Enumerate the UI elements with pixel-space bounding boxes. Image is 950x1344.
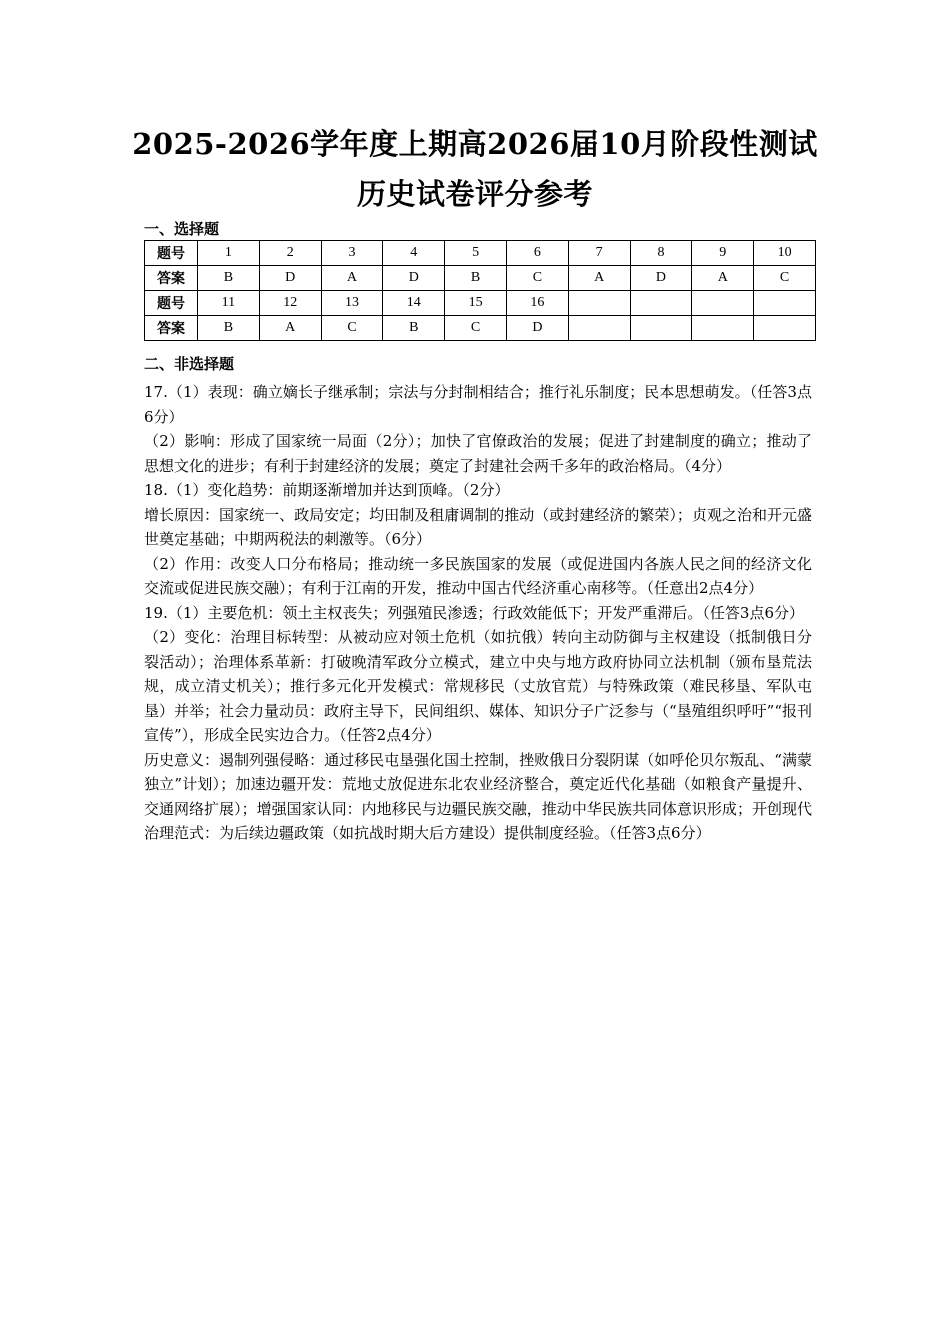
section-heading-nonchoice: 二、非选择题 [144,355,235,373]
question-number: 11 [198,291,260,316]
answer-cell: C [506,266,568,291]
row-label: 题号 [145,291,198,316]
empty-cell [754,316,816,341]
empty-cell [754,291,816,316]
answer-cell: C [321,316,383,341]
paragraph-18-2: （2）作用：改变人口分布格局；推动统一多民族国家的发展（或促进国内各族人民之间的经济文化交流或促进民族交融）；有利于江南的开发，推动中国古代经济重心南移等。（任意出2点4分） [144,554,812,597]
answer-table [144,240,816,341]
question-number: 3 [321,241,383,266]
empty-cell [692,316,754,341]
row-label: 题号 [145,241,198,266]
question-number: 4 [383,241,445,266]
answer-cell: D [383,266,445,291]
answer-cell: A [259,316,321,341]
empty-cell [568,291,630,316]
answer-cell: B [198,266,260,291]
doc-title: 2025-2026学年度上期高2026届10月阶段性测试 [132,127,818,161]
doc-subtitle: 历史试卷评分参考 [356,177,593,211]
answer-cell: C [754,266,816,291]
question-number: 15 [445,291,507,316]
paragraph-17-2: （2）影响：形成了国家统一局面（2分）；加快了官僚政治的发展；促进了封建制度的确立；推动了思想文化的进步；有利于封建经济的发展；奠定了封建社会两千多年的政治格局。（4分） [144,432,812,475]
answer-cell: D [506,316,568,341]
question-number: 5 [445,241,507,266]
empty-cell [568,316,630,341]
answer-row-2 [145,316,816,341]
question-number: 13 [321,291,383,316]
empty-cell [630,316,692,341]
paragraph-19-2: （2）变化：治理目标转型：从被动应对领土危机（如抗俄）转向主动防御与主权建设（抵制俄日分裂活动）；治理体系革新：打破晚清军政分立模式，建立中央与地方政府协同立法机制（颁布垦荒法规，成立清丈机关）；推行多元化开发模式：常规移民（丈放官荒）与特殊政策（难民移垦、军队屯垦）并举；社会力量动员：政府主导下，民间组织、媒体、知识分子广泛参与（“垦殖组织呼吁”“报刊宣传”），形成全民实边合力。（任答2点4分） [144,628,813,744]
empty-cell [630,291,692,316]
paragraph-19-1: 19.（1）主要危机：领土主权丧失；列强殖民渗透；行政效能低下；开发严重滞后。（任答3点6分） [144,603,804,622]
row-label: 答案 [145,316,198,341]
section-heading-choice: 一、选择题 [144,220,220,238]
question-number: 14 [383,291,445,316]
answer-body [144,380,812,846]
question-row-1 [145,241,816,266]
answer-cell: C [445,316,507,341]
question-number: 8 [630,241,692,266]
paragraph-18-reasons: 增长原因：国家统一、政局安定；均田制及租庸调制的推动（或封建经济的繁荣）；贞观之治和开元盛世奠定基础；中期两税法的刺激等。（6分） [144,505,812,548]
answer-row-1 [145,266,816,291]
row-label: 答案 [145,266,198,291]
answer-cell: B [445,266,507,291]
answer-cell: A [321,266,383,291]
paragraph-18-1: 18.（1）变化趋势：前期逐渐增加并达到顶峰。（2分） [144,481,510,499]
question-row-2 [145,291,816,316]
question-number: 6 [506,241,568,266]
question-number: 7 [568,241,630,266]
question-number: 1 [198,241,260,266]
answer-cell: B [383,316,445,341]
question-number: 12 [259,291,321,316]
question-number: 2 [259,241,321,266]
answer-cell: D [630,266,692,291]
paragraph-19-significance: 历史意义：遏制列强侵略：通过移民屯垦强化国土控制，挫败俄日分裂阴谋（如呼伦贝尔叛乱、“满蒙独立”计划）；加速边疆开发：荒地丈放促进东北农业经济整合，奠定近代化基础（如粮食产量提升、交通网络扩展）；增强国家认同：内地移民与边疆民族交融，推动中华民族共同体意识形成；开创现代治理范式：为后续边疆政策（如抗战时期大后方建设）提供制度经验。（任答3点6分） [144,750,812,842]
question-number: 9 [692,241,754,266]
question-number: 16 [506,291,568,316]
answer-cell: B [198,316,260,341]
answer-cell: A [568,266,630,291]
answer-cell: A [692,266,754,291]
answer-cell: D [259,266,321,291]
paragraph-17-1: 17.（1）表现：确立嫡长子继承制；宗法与分封制相结合；推行礼乐制度；民本思想萌发。（任答3点6分） [144,383,812,426]
question-number: 10 [754,241,816,266]
empty-cell [692,291,754,316]
